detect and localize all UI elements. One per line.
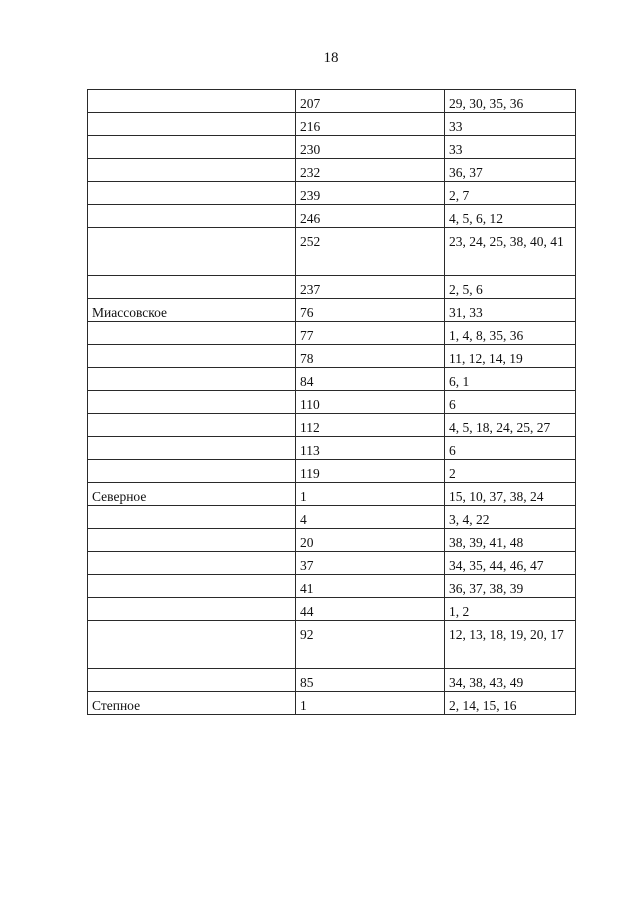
name-cell — [88, 182, 296, 205]
list-cell: 3, 4, 22 — [445, 506, 576, 529]
page-number: 18 — [323, 50, 339, 66]
name-cell — [88, 621, 296, 669]
number-cell: 20 — [296, 529, 445, 552]
table-row — [88, 414, 576, 437]
number-cell: 84 — [296, 368, 445, 391]
table-row — [88, 345, 576, 368]
name-cell — [88, 276, 296, 299]
number-cell: 239 — [296, 182, 445, 205]
name-cell: Степное — [88, 692, 296, 715]
name-cell — [88, 529, 296, 552]
list-cell: 1, 4, 8, 35, 36 — [445, 322, 576, 345]
name-cell — [88, 506, 296, 529]
number-cell: 113 — [296, 437, 445, 460]
table-row — [88, 90, 576, 113]
name-cell — [88, 437, 296, 460]
number-cell: 4 — [296, 506, 445, 529]
list-cell: 2, 7 — [445, 182, 576, 205]
table-row — [88, 113, 576, 136]
table-row — [88, 692, 576, 715]
number-cell: 110 — [296, 391, 445, 414]
number-cell: 44 — [296, 598, 445, 621]
list-cell: 6 — [445, 391, 576, 414]
number-cell: 1 — [296, 692, 445, 715]
table-body — [88, 90, 576, 715]
list-cell: 2 — [445, 460, 576, 483]
table-row — [88, 598, 576, 621]
list-cell: 29, 30, 35, 36 — [445, 90, 576, 113]
list-cell: 36, 37, 38, 39 — [445, 575, 576, 598]
list-cell: 33 — [445, 136, 576, 159]
table-row — [88, 299, 576, 322]
table-row — [88, 391, 576, 414]
number-cell: 216 — [296, 113, 445, 136]
name-cell — [88, 159, 296, 182]
table-row — [88, 669, 576, 692]
name-cell — [88, 669, 296, 692]
number-cell: 76 — [296, 299, 445, 322]
list-cell: 2, 5, 6 — [445, 276, 576, 299]
list-cell: 36, 37 — [445, 159, 576, 182]
list-cell: 4, 5, 18, 24, 25, 27 — [445, 414, 576, 437]
data-table — [87, 89, 576, 715]
name-cell — [88, 368, 296, 391]
number-cell: 119 — [296, 460, 445, 483]
list-cell: 33 — [445, 113, 576, 136]
name-cell — [88, 414, 296, 437]
number-cell: 85 — [296, 669, 445, 692]
name-cell — [88, 391, 296, 414]
table-row — [88, 205, 576, 228]
name-cell — [88, 136, 296, 159]
name-cell: Северное — [88, 483, 296, 506]
list-cell: 6, 1 — [445, 368, 576, 391]
list-cell: 1, 2 — [445, 598, 576, 621]
name-cell: Миассовское — [88, 299, 296, 322]
number-cell: 246 — [296, 205, 445, 228]
table-row — [88, 159, 576, 182]
name-cell — [88, 598, 296, 621]
list-cell: 23, 24, 25, 38, 40, 41 — [445, 228, 576, 276]
list-cell: 38, 39, 41, 48 — [445, 529, 576, 552]
number-cell: 37 — [296, 552, 445, 575]
list-cell: 34, 35, 44, 46, 47 — [445, 552, 576, 575]
number-cell: 232 — [296, 159, 445, 182]
list-cell: 11, 12, 14, 19 — [445, 345, 576, 368]
name-cell — [88, 575, 296, 598]
list-cell: 2, 14, 15, 16 — [445, 692, 576, 715]
number-cell: 237 — [296, 276, 445, 299]
table-row — [88, 460, 576, 483]
table-row — [88, 322, 576, 345]
list-cell: 6 — [445, 437, 576, 460]
table-row — [88, 228, 576, 276]
table-row — [88, 506, 576, 529]
number-cell: 1 — [296, 483, 445, 506]
list-cell: 15, 10, 37, 38, 24 — [445, 483, 576, 506]
table-row — [88, 368, 576, 391]
number-cell: 207 — [296, 90, 445, 113]
number-cell: 92 — [296, 621, 445, 669]
list-cell: 12, 13, 18, 19, 20, 17 — [445, 621, 576, 669]
table-row — [88, 529, 576, 552]
name-cell — [88, 113, 296, 136]
table-row — [88, 552, 576, 575]
name-cell — [88, 90, 296, 113]
name-cell — [88, 322, 296, 345]
table-row — [88, 483, 576, 506]
name-cell — [88, 460, 296, 483]
number-cell: 252 — [296, 228, 445, 276]
table-row — [88, 437, 576, 460]
number-cell: 77 — [296, 322, 445, 345]
name-cell — [88, 205, 296, 228]
number-cell: 78 — [296, 345, 445, 368]
list-cell: 31, 33 — [445, 299, 576, 322]
table-row — [88, 575, 576, 598]
table-row — [88, 182, 576, 205]
name-cell — [88, 345, 296, 368]
number-cell: 230 — [296, 136, 445, 159]
number-cell: 41 — [296, 575, 445, 598]
table-row — [88, 621, 576, 669]
list-cell: 4, 5, 6, 12 — [445, 205, 576, 228]
name-cell — [88, 228, 296, 276]
name-cell — [88, 552, 296, 575]
table-row — [88, 276, 576, 299]
list-cell: 34, 38, 43, 49 — [445, 669, 576, 692]
number-cell: 112 — [296, 414, 445, 437]
table-row — [88, 136, 576, 159]
